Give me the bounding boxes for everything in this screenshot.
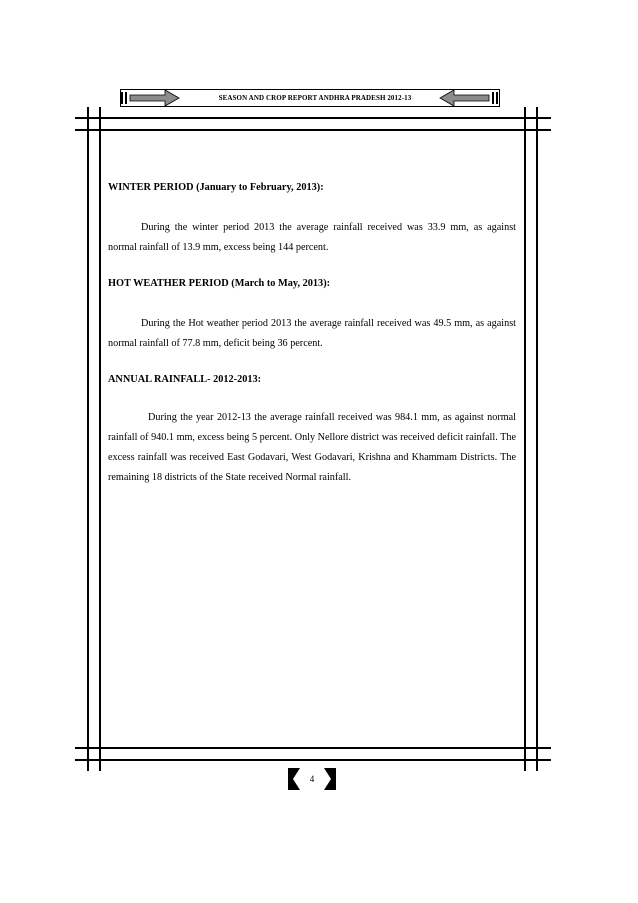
page-number: 4 <box>309 774 315 784</box>
header-title: SEASON AND CROP REPORT ANDHRA PRADESH 2012-13 <box>218 94 412 102</box>
right-arrow-icon <box>121 89 181 107</box>
annual-paragraph: During the year 2012-13 the average rainfall received was 984.1 mm, as against normal rainfall of 940.1 mm, excess being 5 percent. Only Nellore district was received deficit rainfall. The excess rainfall was received East Godavari, West Godavari, Krishna and Khammam Districts. The remaining 18 districts of the State received Normal rainfall. <box>108 412 516 483</box>
section-heading-annual: ANNUAL RAINFALL- 2012-2013: <box>108 374 262 385</box>
annual-section <box>108 370 516 390</box>
section-heading-hot-weather: HOT WEATHER PERIOD (March to May, 2013): <box>108 278 331 289</box>
hot-weather-section <box>108 274 516 294</box>
left-arrow-icon <box>438 89 500 107</box>
winter-section <box>108 178 516 198</box>
winter-paragraph: During the winter period 2013 the average rainfall received was 33.9 mm, as against normal rainfall of 13.9 mm, excess being 144 percent. <box>108 222 516 253</box>
hot-weather-paragraph: During the Hot weather period 2013 the average rainfall received was 49.5 mm, as against normal rainfall of 77.8 mm, deficit being 36 percent. <box>108 318 516 349</box>
section-heading-winter: WINTER PERIOD (January to February, 2013): <box>108 182 324 193</box>
